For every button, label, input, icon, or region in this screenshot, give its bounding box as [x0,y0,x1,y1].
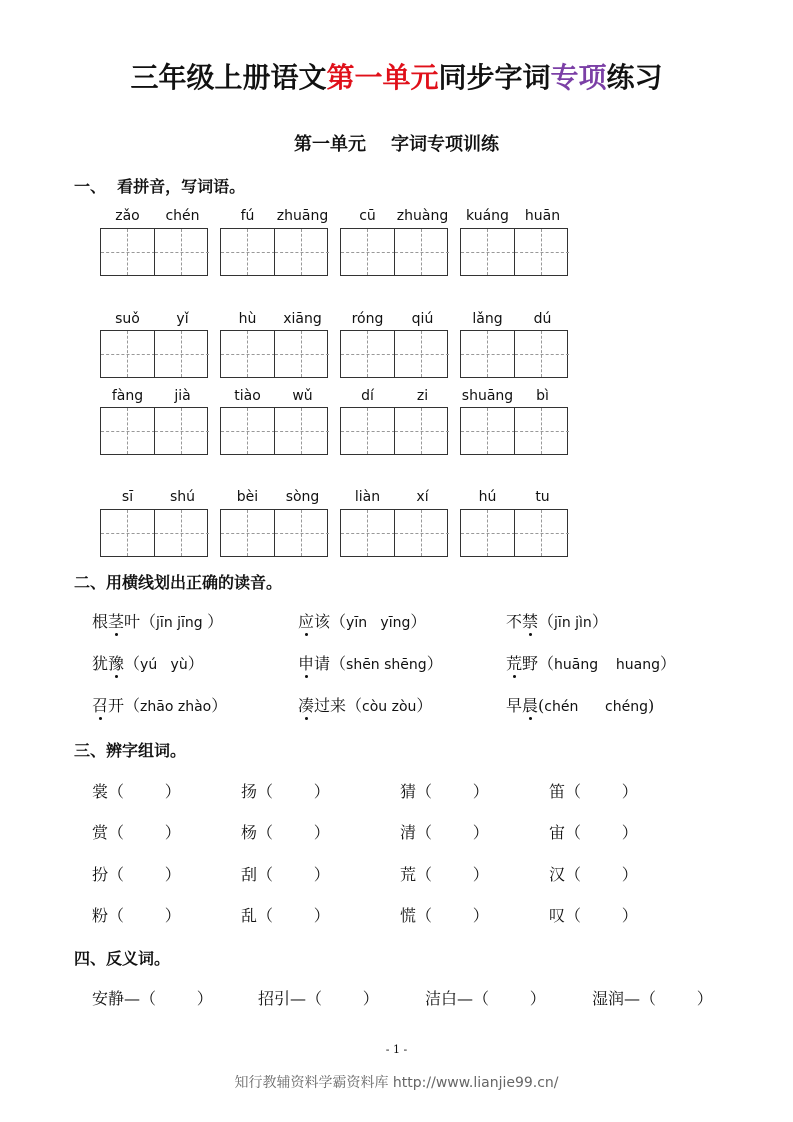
antonym-item[interactable]: 安静—（ ） [92,989,213,1008]
guide-line [221,533,275,534]
writing-box[interactable] [460,407,568,455]
guide-line [461,354,515,355]
pronunciation-post: 该（ [314,612,347,631]
pinyin-pair [100,489,210,507]
guide-line [155,533,209,534]
pronunciation-end: ） [426,654,443,673]
pinyin-syllable: yǐ [176,311,189,327]
pinyin-syllable: jià [174,388,191,404]
pronunciation-dot: 豫 [108,651,124,674]
word-group-item[interactable]: 慌（ ） [400,906,489,925]
title-part-3: 同步字词 [438,61,551,94]
guide-line [275,252,329,253]
pinyin-syllable: hù [238,311,257,327]
pronunciation-dot: 晨 [522,693,538,716]
pronunciation-end: ） [211,696,228,715]
pinyin-syllable: lǎng [472,311,503,327]
writing-box[interactable] [340,330,448,378]
pronunciation-item [506,693,654,716]
writing-cell[interactable] [341,331,395,377]
pinyin-pair [340,489,450,507]
writing-box[interactable] [100,509,208,557]
guide-line [341,431,395,432]
word-group-item[interactable]: 杨（ ） [241,823,330,842]
pinyin-pair [220,311,330,329]
pinyin-syllable: kuáng [466,208,509,224]
guide-line [515,252,569,253]
pronunciation-py[interactable]: yīn yīng [346,615,411,631]
word-group-item[interactable]: 清（ ） [400,823,489,842]
pinyin-syllable: zǎo [115,208,140,224]
writing-cell[interactable] [514,229,568,275]
writing-cell[interactable] [461,408,515,454]
word-group-item[interactable]: 笛（ ） [549,782,638,801]
word-group-item[interactable]: 粉（ ） [92,906,181,925]
pinyin-pair [100,388,210,406]
writing-cell[interactable] [341,510,395,556]
title-part-1: 三年级上册语文 [130,61,327,94]
pronunciation-end: ） [416,696,433,715]
word-group-item[interactable]: 赏（ ） [92,823,181,842]
guide-line [515,431,569,432]
writing-box[interactable] [100,228,208,276]
pinyin-syllable: tu [535,489,550,505]
writing-cell[interactable] [221,229,275,275]
writing-cell[interactable] [154,510,208,556]
pinyin-pair [340,208,450,226]
pinyin-syllable: chén [165,208,200,224]
pronunciation-dot: 凑 [298,693,314,716]
pinyin-pair [100,208,210,226]
writing-cell[interactable] [461,331,515,377]
writing-cell[interactable] [101,331,155,377]
word-group-item[interactable]: 汉（ ） [549,865,638,884]
pinyin-pair [100,311,210,329]
guide-line [395,431,449,432]
guide-line [101,252,155,253]
writing-cell[interactable] [274,510,328,556]
pronunciation-end: ） [660,654,677,673]
writing-box[interactable] [460,509,568,557]
writing-box[interactable] [220,407,328,455]
guide-line [461,252,515,253]
pinyin-syllable: suǒ [115,311,140,327]
writing-cell[interactable] [154,408,208,454]
writing-cell[interactable] [221,408,275,454]
guide-line [341,533,395,534]
pinyin-syllable: fàng [111,388,144,404]
writing-cell[interactable] [514,510,568,556]
pinyin-pair [460,208,570,226]
pronunciation-dot: 应 [298,609,314,632]
word-group-item[interactable]: 裳（ ） [92,782,181,801]
writing-cell[interactable] [154,331,208,377]
pinyin-syllable: zhuàng [396,208,449,224]
title-part-4: 专项 [550,61,607,94]
word-group-item[interactable]: 扮（ ） [92,865,181,884]
word-group-item[interactable]: 猜（ ） [400,782,489,801]
pronunciation-item [506,651,676,674]
pronunciation-post: （ [124,654,141,673]
guide-line [395,354,449,355]
pronunciation-py[interactable]: jīn jīng [156,615,208,631]
pinyin-syllable: sī [121,489,134,505]
guide-line [341,252,395,253]
pronunciation-item [298,609,426,632]
pronunciation-post: 请（ [314,654,347,673]
pronunciation-dot: 荒 [506,651,522,674]
pinyin-syllable: róng [351,311,384,327]
guide-line [395,252,449,253]
writing-cell[interactable] [274,331,328,377]
section-2-heading: 二、用横线划出正确的读音。 [74,573,283,592]
antonym-item[interactable]: 湿润—（ ） [592,989,713,1008]
pinyin-pair [460,311,570,329]
pronunciation-post: 叶（ [124,612,157,631]
pinyin-syllable: qiú [411,311,434,327]
writing-box[interactable] [100,407,208,455]
writing-cell[interactable] [394,331,448,377]
writing-cell[interactable] [394,408,448,454]
pronunciation-end: ) [647,696,655,715]
pronunciation-post: （ [538,612,555,631]
pronunciation-post: 过来（ [314,696,363,715]
pinyin-pair [220,388,330,406]
section-3-heading: 三、辨字组词。 [74,741,187,760]
pinyin-syllable: wǔ [292,388,313,404]
pronunciation-dot: 申 [298,651,314,674]
antonym-item[interactable]: 洁白—（ ） [425,989,546,1008]
writing-box[interactable] [460,228,568,276]
writing-box[interactable] [340,407,448,455]
writing-box[interactable] [340,509,448,557]
writing-cell[interactable] [461,229,515,275]
word-group-item[interactable]: 刮（ ） [241,865,330,884]
writing-cell[interactable] [461,510,515,556]
guide-line [221,354,275,355]
writing-cell[interactable] [341,229,395,275]
pronunciation-py[interactable]: chén chéng [544,699,648,715]
pronunciation-end: ） [187,654,204,673]
pronunciation-dot: 茎 [108,609,124,632]
pronunciation-pre: 犹 [92,654,109,673]
pinyin-syllable: xí [416,489,429,505]
pinyin-pair [340,388,450,406]
title-part-2: 第一单元 [326,61,439,94]
pinyin-pair [460,489,570,507]
pronunciation-item [92,651,204,674]
antonym-item[interactable]: 招引—（ ） [258,989,379,1008]
pronunciation-pre: 不 [506,612,523,631]
pronunciation-post: ( [538,696,545,715]
writing-cell[interactable] [154,229,208,275]
writing-box[interactable] [460,330,568,378]
sub-title: 第一单元 字词专项训练 [293,134,500,155]
word-group-item[interactable]: 乱（ ） [241,906,330,925]
pinyin-syllable: huān [524,208,561,224]
pronunciation-py[interactable]: còu zòu [362,699,417,715]
guide-line [461,533,515,534]
pinyin-syllable: hú [478,489,497,505]
guide-line [221,431,275,432]
guide-line [341,354,395,355]
pronunciation-pre: 早 [506,696,523,715]
pinyin-syllable: liàn [354,489,381,505]
writing-cell[interactable] [341,408,395,454]
pinyin-syllable: tiào [234,388,261,404]
guide-line [155,354,209,355]
writing-box[interactable] [340,228,448,276]
pinyin-pair [220,208,330,226]
pinyin-syllable: fú [240,208,255,224]
pronunciation-py[interactable]: jīn jìn [554,615,592,631]
pronunciation-item [298,693,432,716]
main-title [0,56,793,96]
guide-line [101,533,155,534]
writing-cell[interactable] [101,510,155,556]
guide-line [221,252,275,253]
writing-cell[interactable] [394,229,448,275]
word-group-item[interactable]: 宙（ ） [549,823,638,842]
title-part-5: 练习 [606,61,663,94]
guide-line [515,533,569,534]
pronunciation-py[interactable]: shēn shēng [346,657,427,673]
pinyin-syllable: shuāng [461,388,514,404]
pinyin-syllable: xiāng [283,311,322,327]
pronunciation-item [506,609,608,632]
pronunciation-end: ） [410,612,427,631]
guide-line [101,431,155,432]
writing-cell[interactable] [221,331,275,377]
writing-cell[interactable] [221,510,275,556]
writing-cell[interactable] [274,229,328,275]
pronunciation-py[interactable]: zhāo zhào [140,699,212,715]
pinyin-pair [220,489,330,507]
pronunciation-post: 野（ [522,654,555,673]
word-group-item[interactable]: 叹（ ） [549,906,638,925]
writing-box[interactable] [220,509,328,557]
page-number: - 1 - [385,1043,408,1056]
pronunciation-py[interactable]: yú yù [140,657,188,673]
guide-line [155,431,209,432]
writing-cell[interactable] [101,408,155,454]
guide-line [275,431,329,432]
pinyin-syllable: bèi [236,489,259,505]
pinyin-syllable: cū [359,208,376,224]
guide-line [155,252,209,253]
pinyin-syllable: dí [361,388,374,404]
pinyin-pair [460,388,570,406]
footer-site: 知行教辅资料学霸资料库 http://www.lianjie99.cn/ [234,1075,559,1091]
writing-cell[interactable] [394,510,448,556]
guide-line [275,533,329,534]
guide-line [461,431,515,432]
pronunciation-end: ） [591,612,608,631]
guide-line [275,354,329,355]
writing-box[interactable] [220,228,328,276]
pinyin-pair [340,311,450,329]
writing-box[interactable] [100,330,208,378]
pronunciation-py[interactable]: huāng huang [554,657,661,673]
pronunciation-post: 开（ [108,696,141,715]
pronunciation-end: ） [207,612,224,631]
writing-box[interactable] [220,330,328,378]
pronunciation-dot: 召 [92,693,108,716]
section-4-heading: 四、反义词。 [74,949,171,968]
guide-line [101,354,155,355]
pinyin-syllable: zi [416,388,429,404]
pronunciation-pre: 根 [92,612,109,631]
writing-cell[interactable] [514,331,568,377]
pinyin-syllable: sòng [285,489,320,505]
pinyin-syllable: dú [533,311,552,327]
guide-line [515,354,569,355]
pronunciation-item [298,651,443,674]
writing-cell[interactable] [514,408,568,454]
guide-line [395,533,449,534]
pronunciation-dot: 禁 [522,609,538,632]
pinyin-syllable: shú [169,489,196,505]
pinyin-syllable: bì [536,388,549,404]
pronunciation-item [92,609,223,632]
writing-cell[interactable] [274,408,328,454]
pronunciation-item [92,693,227,716]
section-1-heading: 一、 看拼音，写词语。 [74,177,246,196]
word-group-item[interactable]: 扬（ ） [241,782,330,801]
word-group-item[interactable]: 荒（ ） [400,865,489,884]
pinyin-syllable: zhuāng [276,208,329,224]
writing-cell[interactable] [101,229,155,275]
